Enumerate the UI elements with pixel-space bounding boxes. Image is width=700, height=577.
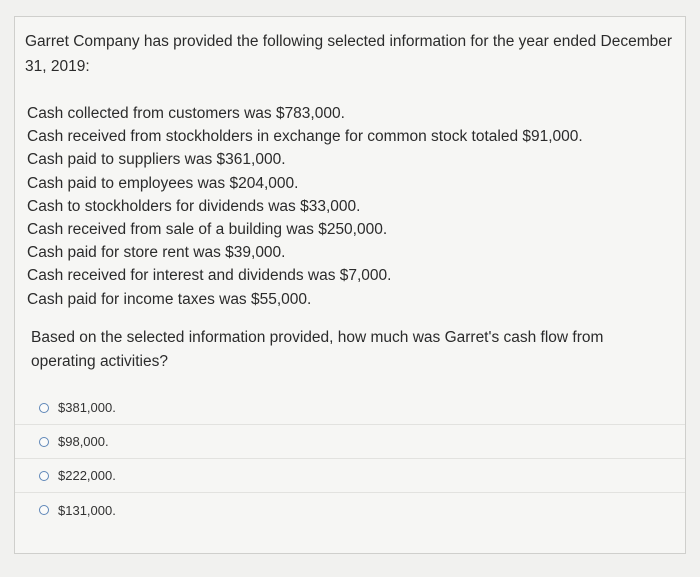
fact-item: Cash paid for store rent was $39,000.: [27, 244, 286, 262]
radio-button-icon[interactable]: [39, 437, 49, 447]
fact-item: Cash received from sale of a building was $250,000.: [27, 221, 388, 239]
fact-item: Cash to stockholders for dividends was $33,000.: [27, 197, 361, 215]
answer-options: [15, 391, 685, 527]
radio-button-icon[interactable]: [39, 505, 49, 515]
fact-item: Cash paid to employees was $204,000.: [27, 174, 299, 192]
radio-button-icon[interactable]: [39, 471, 49, 481]
question-card: [14, 16, 686, 554]
question-prompt: Based on the selected information provided, how much was Garret's cash flow from operating activities?: [31, 329, 604, 370]
fact-item: Cash received for interest and dividends was $7,000.: [27, 267, 392, 285]
answer-option-c[interactable]: [15, 459, 685, 493]
answer-option-label: $98,000.: [58, 434, 109, 449]
radio-button-icon[interactable]: [39, 403, 49, 413]
answer-option-label: $222,000.: [58, 468, 116, 483]
question-intro: Garret Company has provided the following selected information for the year ended December 31, 2019:: [25, 33, 673, 75]
answer-option-label: $131,000.: [58, 502, 116, 518]
answer-option-a[interactable]: [15, 391, 685, 425]
fact-item: Cash paid for income taxes was $55,000.: [27, 290, 312, 308]
facts-list: [27, 102, 667, 311]
answer-option-label: $381,000.: [58, 400, 116, 415]
answer-option-b[interactable]: [15, 425, 685, 459]
answer-option-d[interactable]: [15, 493, 685, 527]
fact-item: Cash received from stockholders in exchange for common stock totaled $91,000.: [27, 128, 583, 146]
fact-item: Cash paid to suppliers was $361,000.: [27, 151, 286, 169]
fact-item: Cash collected from customers was $783,000.: [27, 105, 345, 122]
